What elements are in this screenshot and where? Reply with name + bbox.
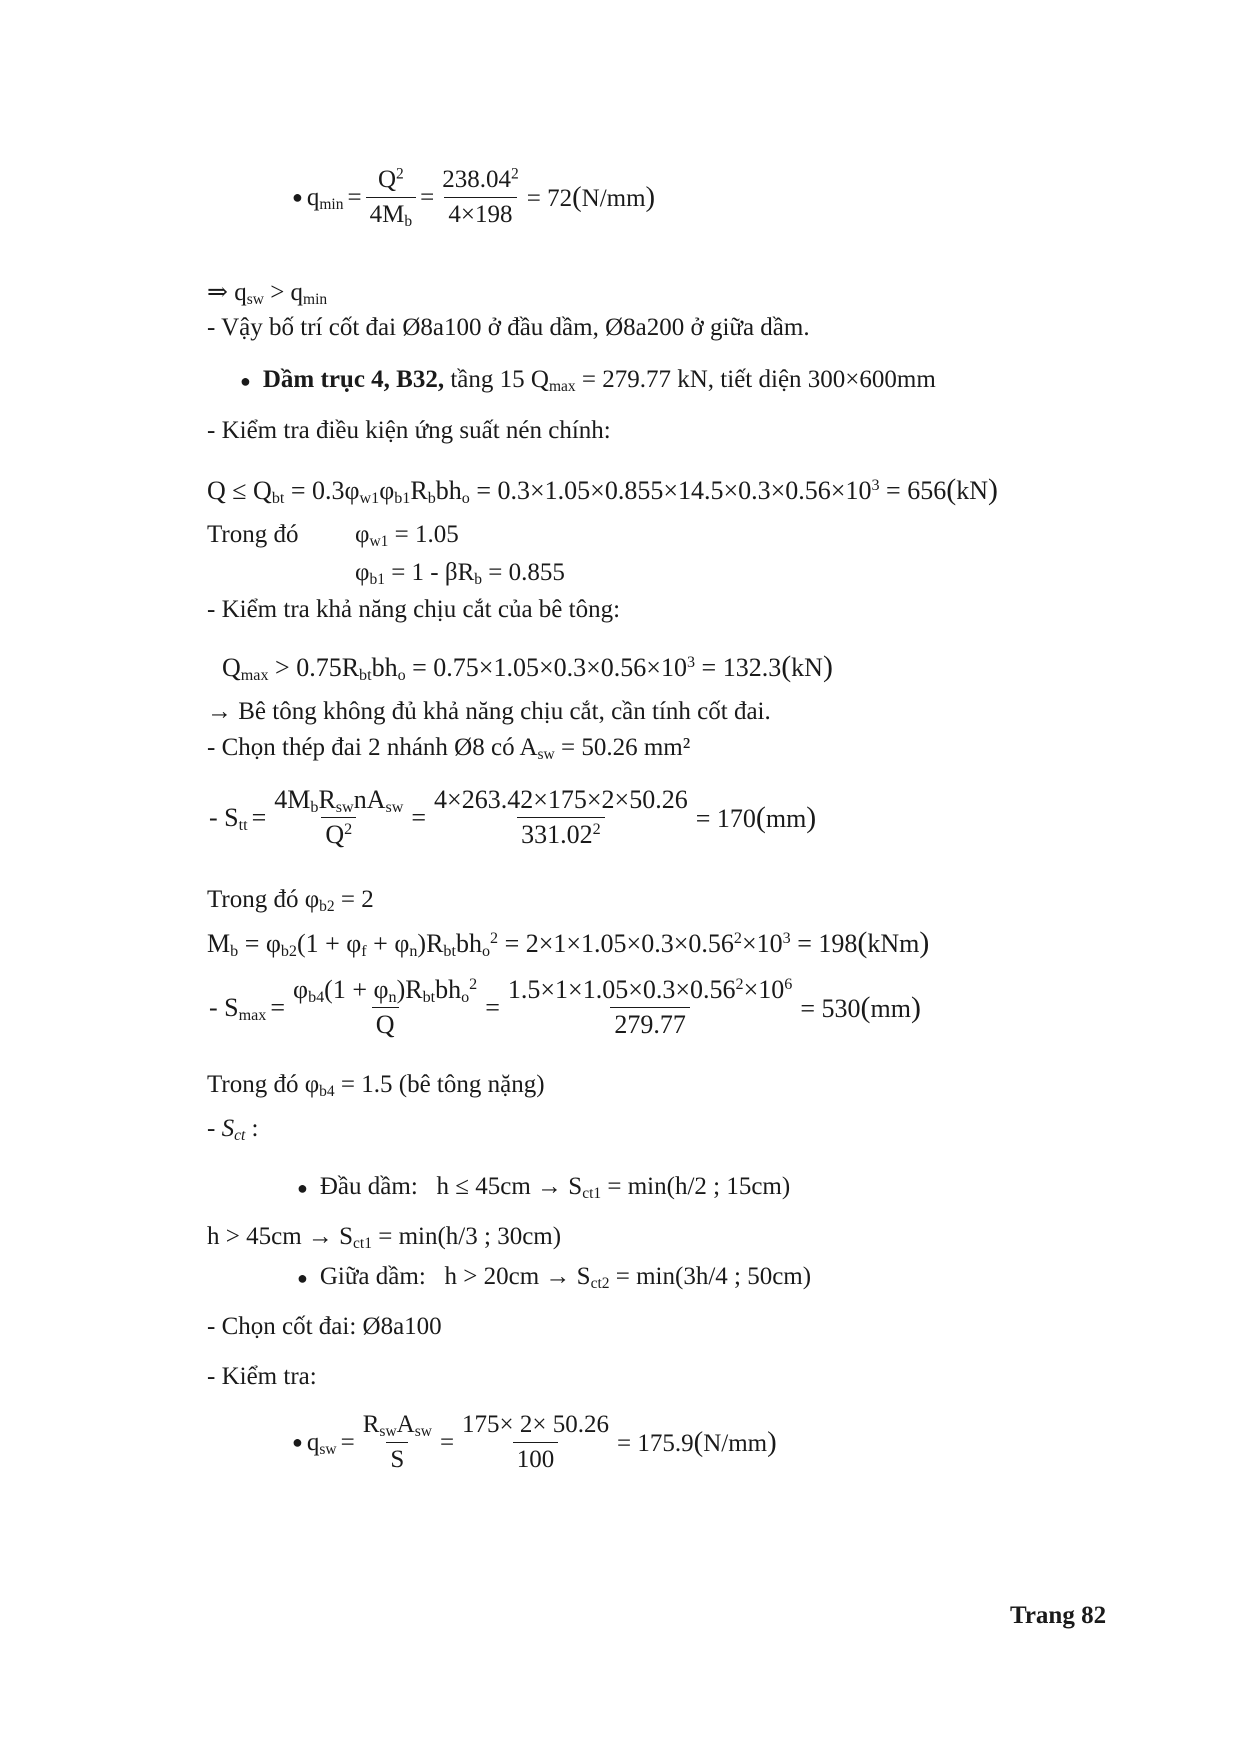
equation-qmin: ● $q_{min}$ = $\frac{Q^2}{4M_b}$ = $\frac{238.04^2}{4\times 198}$ = 72(N/mm) bbox=[292, 165, 656, 230]
sup: 2 bbox=[592, 821, 601, 839]
sub: b1 bbox=[394, 490, 411, 508]
sub: sw bbox=[414, 1422, 432, 1440]
dau-dam-line bbox=[297, 1172, 790, 1203]
sub: b2 bbox=[319, 897, 335, 915]
sub: sw bbox=[319, 1440, 337, 1458]
eq-part: = 132.3 bbox=[695, 653, 782, 682]
eq-result: 72 bbox=[547, 185, 573, 212]
eq-num: Q bbox=[377, 166, 396, 193]
sub: b bbox=[474, 570, 483, 588]
fraction bbox=[270, 785, 407, 850]
sub: o bbox=[481, 943, 490, 961]
eq-sub: min bbox=[319, 195, 344, 213]
eq-part: M bbox=[207, 929, 231, 958]
sub: b bbox=[230, 943, 239, 961]
eq-unit: kN bbox=[956, 476, 988, 505]
eq-part: bh bbox=[435, 476, 462, 505]
sub: max bbox=[240, 667, 269, 685]
eq-part: bh bbox=[371, 653, 398, 682]
eq-den: 100 bbox=[513, 1442, 559, 1475]
sub: o bbox=[461, 490, 470, 508]
eq-result: 170 bbox=[716, 803, 756, 833]
eq-prefix: - S bbox=[209, 802, 239, 832]
eq-num: 175× 2× 50.26 bbox=[462, 1411, 609, 1438]
var: q bbox=[290, 279, 304, 306]
eq-num: A bbox=[396, 1411, 415, 1438]
not-enough-line: → Bê tông không đủ khả năng chịu cắt, cần tính cốt đai. bbox=[207, 698, 771, 725]
text: = min(h/2 ; 15cm) bbox=[601, 1173, 791, 1200]
eq-num: nA bbox=[353, 785, 386, 814]
fraction bbox=[504, 975, 796, 1040]
equation-smax: - $S_{max}$ = $\frac{\varphi_{b4}(1 + \varphi_n)R_{bt}bh_o^2}{Q}$ = $\frac{1.5\times 1\times 1.05\times 0.3\times 0.56^2\times 10^6}{279.77}$ = 530(mm) bbox=[209, 975, 921, 1039]
eq-part: = 656 bbox=[879, 476, 947, 505]
where-label: Trong đó φ bbox=[207, 886, 320, 913]
sub: b bbox=[310, 799, 319, 817]
sub: b4 bbox=[319, 1082, 335, 1100]
bullet-icon: ● bbox=[292, 1432, 303, 1452]
colon: : bbox=[245, 1115, 259, 1142]
sub: n bbox=[388, 989, 397, 1007]
heading-text: tầng 15 Q bbox=[444, 366, 549, 393]
value: = 1.05 bbox=[388, 521, 459, 548]
sub: bt bbox=[443, 943, 456, 961]
eq-num: φ bbox=[293, 975, 309, 1004]
sup: 2 bbox=[733, 930, 742, 948]
value: = 1 - βR bbox=[384, 559, 475, 586]
eq-num: 1.5×1×1.05×0.3×0.56 bbox=[507, 975, 736, 1004]
sub: sw bbox=[385, 799, 404, 817]
where-block-3 bbox=[207, 1070, 545, 1100]
sup: 2 bbox=[735, 976, 744, 994]
sub: ct1 bbox=[582, 1184, 602, 1202]
eq-num: R bbox=[318, 785, 336, 814]
eq-unit: kNm bbox=[867, 929, 920, 958]
eq-den: Q bbox=[325, 820, 345, 849]
eq-den: Q bbox=[372, 1007, 399, 1040]
text: = min(h/3 ; 30cm) bbox=[371, 1223, 562, 1250]
eq-sup: 2 bbox=[510, 165, 519, 183]
giua-dam-line bbox=[297, 1262, 811, 1293]
sub: o bbox=[461, 989, 470, 1007]
eq-num: 4×263.42×175×2×50.26 bbox=[434, 785, 688, 814]
eq-part: Q ≤ Q bbox=[207, 476, 272, 505]
eq-part: = φ bbox=[238, 929, 281, 958]
heading-text: = 279.77 kN, tiết diện 300×600mm bbox=[575, 366, 936, 393]
fraction bbox=[366, 165, 416, 230]
equation-stt: - $S_{tt}$ = $\frac{4M_bR_{sw}nA_{sw}}{Q^2}$ = $\frac{4\times 263.42\times 175\times 2\times 50.26}{331.02^2}$ = 170(mm) bbox=[209, 785, 817, 849]
sub: sw bbox=[379, 1422, 397, 1440]
eq-unit: mm bbox=[870, 993, 911, 1023]
text: h ≤ 45cm → S bbox=[436, 1173, 583, 1200]
sub: ct bbox=[234, 1126, 246, 1144]
sub: ct2 bbox=[590, 1274, 610, 1292]
eq-den: S bbox=[386, 1442, 408, 1475]
value: = 1.5 (bê tông nặng) bbox=[334, 1071, 545, 1098]
eq-result: 530 bbox=[821, 993, 861, 1023]
var: q bbox=[234, 279, 247, 306]
where-label: Trong đó φ bbox=[207, 1071, 320, 1098]
value: = 0.855 bbox=[482, 559, 565, 586]
eq-num: (1 + φ bbox=[324, 975, 389, 1004]
sup: 3 bbox=[871, 477, 880, 495]
choose-steel-line bbox=[207, 733, 690, 763]
qsw-gt-qmin-line bbox=[207, 278, 327, 308]
eq-part: )R bbox=[417, 929, 444, 958]
eq-part: = 2×1×1.05×0.3×0.56 bbox=[498, 929, 734, 958]
text: = 50.26 mm² bbox=[554, 734, 691, 761]
sub: w1 bbox=[359, 490, 380, 508]
value: = 2 bbox=[334, 886, 374, 913]
fraction bbox=[289, 975, 481, 1040]
sub: min bbox=[303, 290, 328, 308]
sub: sw bbox=[335, 799, 354, 817]
eq-part: ×10 bbox=[741, 929, 783, 958]
sub: f bbox=[361, 943, 367, 961]
eq-num: bh bbox=[435, 975, 462, 1004]
sub: tt bbox=[238, 816, 248, 834]
choose-stirrup-line: - Chọn cốt đai: Ø8a100 bbox=[207, 1313, 442, 1340]
eq-part: > 0.75R bbox=[268, 653, 360, 682]
eq-part: = 0.3φ bbox=[284, 476, 360, 505]
var: S bbox=[221, 1115, 235, 1142]
sub: b1 bbox=[369, 570, 385, 588]
sct-line bbox=[207, 1114, 258, 1144]
eq-part: = 0.75×1.05×0.3×0.56×10 bbox=[405, 653, 687, 682]
eq-part: bh bbox=[455, 929, 482, 958]
eq-part: + φ bbox=[366, 929, 410, 958]
section-heading bbox=[240, 365, 936, 396]
eq-result: 175.9 bbox=[637, 1430, 694, 1457]
text: h > 20cm → S bbox=[444, 1263, 591, 1290]
sup: 3 bbox=[782, 930, 791, 948]
implies-icon: ⇒ bbox=[207, 279, 228, 306]
sub: b4 bbox=[308, 989, 325, 1007]
eq-num: 4M bbox=[274, 785, 311, 814]
check-shear-line: - Kiểm tra khả năng chịu cắt của bê tông: bbox=[207, 596, 621, 623]
layout-line-1: - Vậy bố trí cốt đai Ø8a100 ở đầu dầm, Ø8a200 ở giữa dầm. bbox=[207, 314, 810, 341]
sup: 2 bbox=[344, 821, 353, 839]
check-main-line: - Kiểm tra điều kiện ứng suất nén chính: bbox=[207, 417, 611, 444]
dash: - bbox=[207, 1115, 222, 1142]
eq-var: q bbox=[306, 183, 320, 211]
bullet-icon: ● bbox=[292, 187, 303, 207]
eq-unit: N/mm bbox=[703, 1430, 768, 1457]
eq-part: = 0.3×1.05×0.855×14.5×0.3×0.56×10 bbox=[469, 476, 872, 505]
eq-den: 331.02 bbox=[521, 820, 593, 849]
sub: b bbox=[427, 490, 436, 508]
equation-mb: $M_b = \varphi_{b2}(1 + \varphi_f + \varphi_n)R_{bt}bh_o^2 = 2\times 1\times 1.05\times 0.3\times 0.56^2\times 10^3 = 198(kNm)$ bbox=[207, 926, 930, 961]
eq-den: 279.77 bbox=[610, 1007, 690, 1040]
eq-var: q bbox=[306, 1428, 320, 1456]
eq-part: Q bbox=[222, 653, 241, 682]
eq-num: ×10 bbox=[743, 975, 785, 1004]
eq-num: 238.04 bbox=[442, 166, 511, 193]
text: h > 45cm → S bbox=[207, 1223, 354, 1250]
phi: φ bbox=[355, 559, 370, 586]
eq-num: )R bbox=[396, 975, 423, 1004]
eq-den: 4×198 bbox=[444, 197, 516, 230]
text: = min(3h/4 ; 50cm) bbox=[609, 1263, 812, 1290]
bullet-icon: ● bbox=[297, 1178, 308, 1198]
fraction bbox=[359, 1410, 436, 1475]
where-label: Trong đó bbox=[207, 521, 299, 548]
fraction bbox=[438, 165, 523, 230]
label: Giữa dầm: bbox=[319, 1263, 426, 1290]
sup: 3 bbox=[686, 654, 696, 672]
h-gt-line bbox=[207, 1222, 561, 1252]
sub: bt bbox=[359, 667, 372, 685]
bullet-icon: ● bbox=[240, 371, 251, 391]
text: - Chọn thép đai 2 nhánh Ø8 có A bbox=[207, 734, 538, 761]
eq-unit: mm bbox=[765, 803, 807, 833]
sub: o bbox=[397, 667, 406, 685]
sub: ct1 bbox=[353, 1234, 372, 1252]
sub: sw bbox=[537, 745, 555, 763]
page-number: Trang 82 bbox=[1010, 1602, 1107, 1629]
sub: max bbox=[548, 377, 576, 395]
equation-qmax: $Q_{max} > 0.75R_{bt}bh_o = 0.75\times 1.05\times 0.3\times 0.56\times 10^3 = 132.3(kN)$ bbox=[222, 650, 833, 685]
eq-part: φ bbox=[379, 476, 395, 505]
eq-unit: N/mm bbox=[581, 185, 646, 212]
sub: sw bbox=[246, 290, 264, 308]
sub: b2 bbox=[280, 943, 297, 961]
check-line: - Kiểm tra: bbox=[207, 1363, 317, 1390]
sub: w1 bbox=[369, 532, 389, 550]
sub: bt bbox=[422, 989, 436, 1007]
equation-qsw: ● $q_{sw}$ = $\frac{R_{sw}A_{sw}}{S}$ = $\frac{175\times 2\times 50.26}{100}$ = 175.9(N/mm) bbox=[292, 1411, 777, 1473]
eq-num: R bbox=[362, 1411, 380, 1438]
fraction bbox=[458, 1410, 613, 1475]
phi-b1-line bbox=[355, 558, 565, 588]
where-block-1 bbox=[207, 520, 298, 550]
eq-part: (1 + φ bbox=[296, 929, 362, 958]
sup: 2 bbox=[469, 976, 478, 994]
sub: bt bbox=[271, 490, 285, 508]
operator: > bbox=[270, 279, 285, 306]
phi: φ bbox=[355, 521, 370, 548]
sup: 6 bbox=[784, 976, 793, 994]
fraction bbox=[430, 785, 692, 850]
eq-den: 4M bbox=[369, 201, 405, 228]
eq-part: R bbox=[410, 476, 428, 505]
label: Đầu dầm: bbox=[319, 1173, 418, 1200]
equation-qbt: $Q \le Q_{bt} = 0.3\varphi_{w1}\varphi_{b1}R_bbh_o = 0.3\times 1.05\times 0.855\times 14.5\times 0.3\times 0.56\times 10^3 = 656(kN)$ bbox=[207, 473, 998, 508]
where-block-2 bbox=[207, 885, 374, 915]
eq-unit: kN bbox=[791, 653, 823, 682]
eq-part: = 198 bbox=[790, 929, 858, 958]
eq-prefix: - S bbox=[209, 992, 239, 1022]
heading-bold: Dầm trục 4, B32, bbox=[262, 366, 445, 393]
sub: n bbox=[409, 943, 418, 961]
bullet-icon: ● bbox=[297, 1268, 308, 1288]
eq-sub: b bbox=[404, 212, 413, 230]
eq-sup: 2 bbox=[396, 165, 404, 183]
phi-w1-line bbox=[355, 520, 459, 550]
sup: 2 bbox=[490, 930, 499, 948]
sub: max bbox=[238, 1006, 267, 1024]
